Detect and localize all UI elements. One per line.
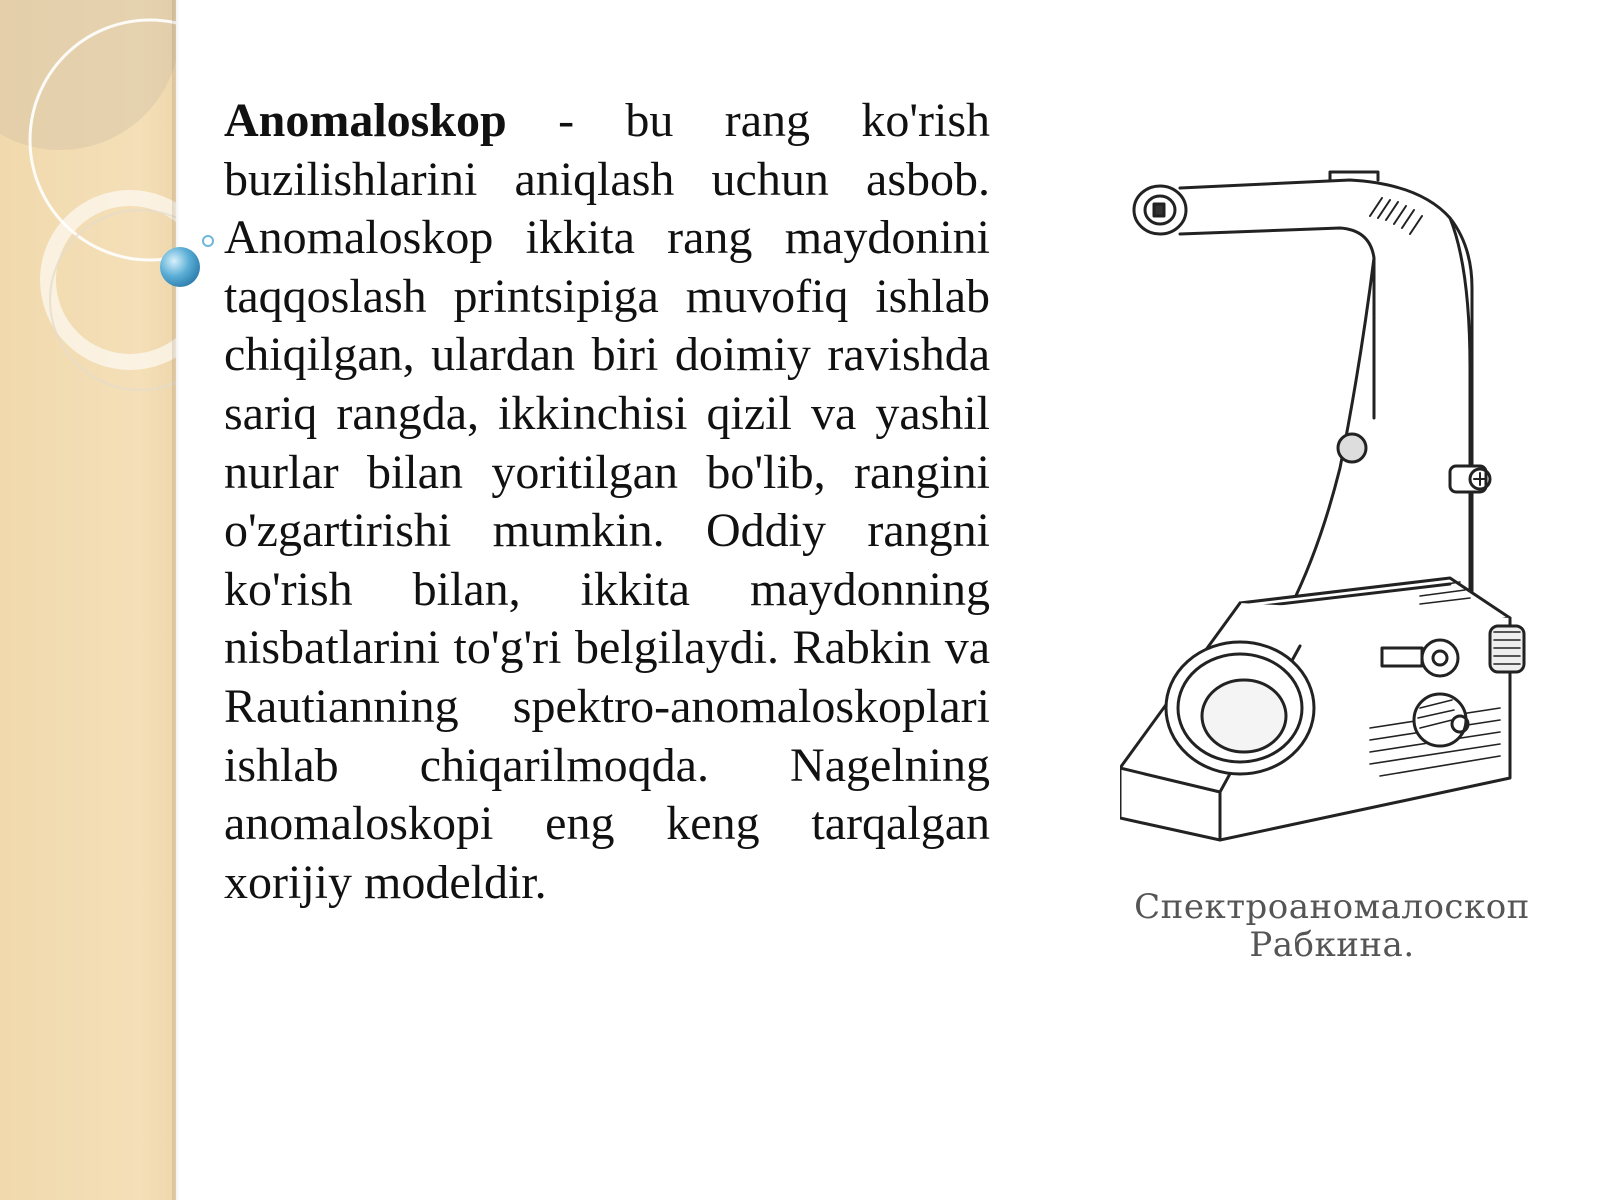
caption-line-2: Рабкина. [1249,925,1415,965]
decorative-side-panel [0,0,176,1200]
figure-caption [1112,888,1552,964]
accent-dots [150,225,220,295]
term-anomaloskop: Anomaloskop [224,94,507,147]
spectroanomaloscope-illustration [1120,168,1560,868]
body-paragraph: - bu rang ko'rish buzilishlarini aniqlash uchun asbob. Anomaloskop ikkita rang maydonini taqqoslash printsipiga muvofiq ishlab chiqilgan, ulardan biri doimiy ravishda sariq rangda, ikkinchisi qizil va yashil nurlar bilan yoritilgan bo'lib, rangini o'zgartirishi mumkin. Oddiy rangni ko'rish bilan, ikkita maydonning nisbatlarini to'g'ri belgilaydi. Rabkin va Rautianning spektro-anomaloskoplari ishlab chiqarilmoqda. Nagelning anomaloskopi eng keng tarqalgan xorijiy modeldir. [224,94,990,909]
slide-body-text [224,92,990,912]
side-panel-shadow [172,0,180,1200]
decorative-rings [0,0,176,420]
caption-line-1: Спектроаномалоскоп [1134,887,1530,927]
